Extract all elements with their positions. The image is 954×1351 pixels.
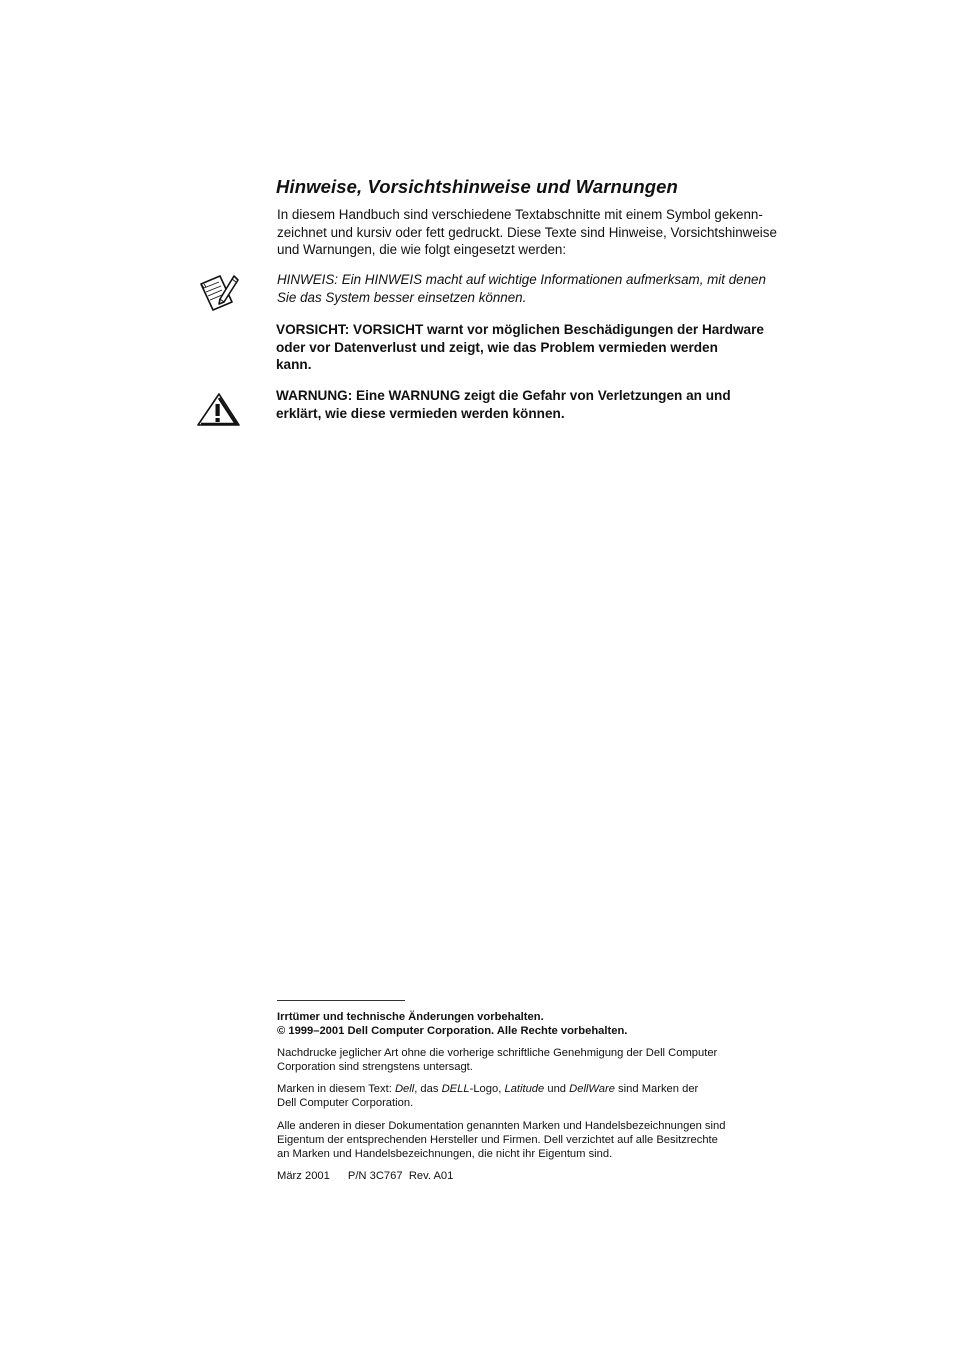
other-marks-line: Alle anderen in dieser Dokumentation genannten Marken und Handelsbezeichnungen sind: [277, 1120, 726, 1132]
intro-paragraph: [277, 206, 829, 259]
reprint-line: Corporation sind strengstens untersagt.: [277, 1061, 473, 1073]
reprint-notice: [277, 1046, 717, 1074]
trademark-logo-suffix: -Logo,: [469, 1083, 505, 1095]
warning-text: [276, 387, 836, 422]
trademark-und: und: [544, 1083, 570, 1095]
trademark-dell-logo: DELL: [441, 1083, 470, 1095]
copyright-line: © 1999–2001 Dell Computer Corporation. Alle Rechte vorbehalten.: [277, 1025, 628, 1037]
note-line: HINWEIS: Ein HINWEIS macht auf wichtige Informationen aufmerksam, mit denen: [277, 272, 766, 287]
note-pencil-icon: [198, 272, 240, 312]
other-marks-notice: [277, 1119, 725, 1161]
intro-line: In diesem Handbuch sind verschiedene Textabschnitte mit einem Symbol gekenn-: [277, 207, 763, 222]
trademark-dellware: DellWare: [569, 1083, 615, 1095]
trademark-latitude: Latitude: [504, 1083, 545, 1095]
warning-triangle-icon: [195, 392, 241, 428]
trademark-suffix: sind Marken der: [614, 1083, 699, 1095]
revision: Rev. A01: [408, 1170, 454, 1182]
copyright-block: [277, 1010, 627, 1038]
reprint-line: Nachdrucke jeglicher Art ohne die vorherige schriftliche Genehmigung der Dell Computer: [277, 1047, 718, 1059]
caution-text: [276, 321, 836, 374]
intro-line: zeichnet und kursiv oder fett gedruckt. Diese Texte sind Hinweise, Vorsichtshinweise: [277, 224, 777, 240]
other-marks-line: an Marken und Handelsbezeichnungen, die nicht ihr Eigentum sind.: [277, 1148, 613, 1160]
note-line: Sie das System besser einsetzen können.: [277, 290, 527, 305]
footer-divider: [277, 1000, 405, 1001]
trademark-prefix: Marken in diesem Text:: [277, 1083, 395, 1095]
publication-date: März 2001: [277, 1170, 330, 1182]
part-number: P/N 3C767: [347, 1170, 403, 1182]
trademark-line: Dell Computer Corporation.: [277, 1097, 414, 1109]
section-title: Hinweise, Vorsichtshinweise und Warnungen: [276, 176, 678, 197]
caution-line: kann.: [276, 357, 312, 373]
publication-info: [277, 1169, 453, 1183]
caution-line: VORSICHT: VORSICHT warnt vor möglichen Beschädigungen der Hardware: [276, 322, 764, 337]
intro-line: und Warnungen, die wie folgt eingesetzt werden:: [277, 242, 567, 257]
copyright-line: Irrtümer und technische Änderungen vorbehalten.: [277, 1011, 544, 1023]
trademark-notice: [277, 1082, 698, 1110]
note-text: [277, 271, 829, 307]
caution-line: oder vor Datenverlust und zeigt, wie das Problem vermieden werden: [276, 339, 718, 355]
trademark-line: [277, 1082, 698, 1096]
trademark-sep: , das: [414, 1083, 442, 1095]
warning-line: erklärt, wie diese vermieden werden können.: [276, 405, 565, 421]
trademark-dell: Dell: [394, 1083, 415, 1095]
warning-line: WARNUNG: Eine WARNUNG zeigt die Gefahr von Verletzungen an und: [276, 388, 731, 403]
other-marks-line: Eigentum der entsprechenden Hersteller und Firmen. Dell verzichtet auf alle Besitzrechte: [277, 1134, 718, 1146]
